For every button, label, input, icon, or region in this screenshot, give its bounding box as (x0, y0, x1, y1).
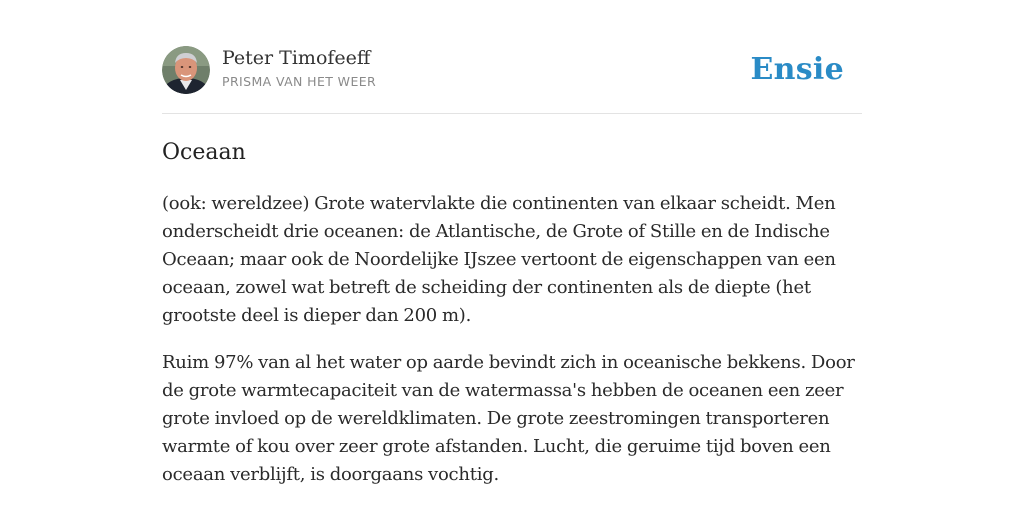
article-paragraph: (ook: wereldzee) Grote watervlakte die continenten van elkaar scheidt. Men onderscheidt drie oceanen: de Atlantische, de Grote of Stille en de Indische Oceaan; maar ook de Noordelijke IJszee vertoont de eigenschappen van een oceaan, zowel wat betreft de scheiding der continenten als de diepte (het grootste deel is dieper dan 200 m). (162, 193, 836, 326)
article-body (162, 190, 862, 508)
header-divider (162, 113, 862, 114)
avatar-image (162, 46, 210, 94)
author-name[interactable]: Peter Timofeeff (222, 47, 371, 69)
article-paragraph: Ruim 97% van al het water op aarde bevindt zich in oceanische bekkens. Door de grote warmtecapaciteit van de watermassa's hebben de oceanen een zeer grote invloed op de wereldklimaten. De grote zeestromingen transporteren warmte of kou over zeer grote afstanden. Lucht, die geruime tijd boven een oceaan verblijft, is doorgaans vochtig. (162, 352, 855, 485)
author-subtitle[interactable]: PRISMA VAN HET WEER (222, 74, 377, 89)
author-avatar[interactable] (162, 46, 210, 94)
header (162, 46, 862, 96)
article-title: Oceaan (162, 140, 246, 165)
brand-logo[interactable]: Ensie (750, 52, 844, 87)
